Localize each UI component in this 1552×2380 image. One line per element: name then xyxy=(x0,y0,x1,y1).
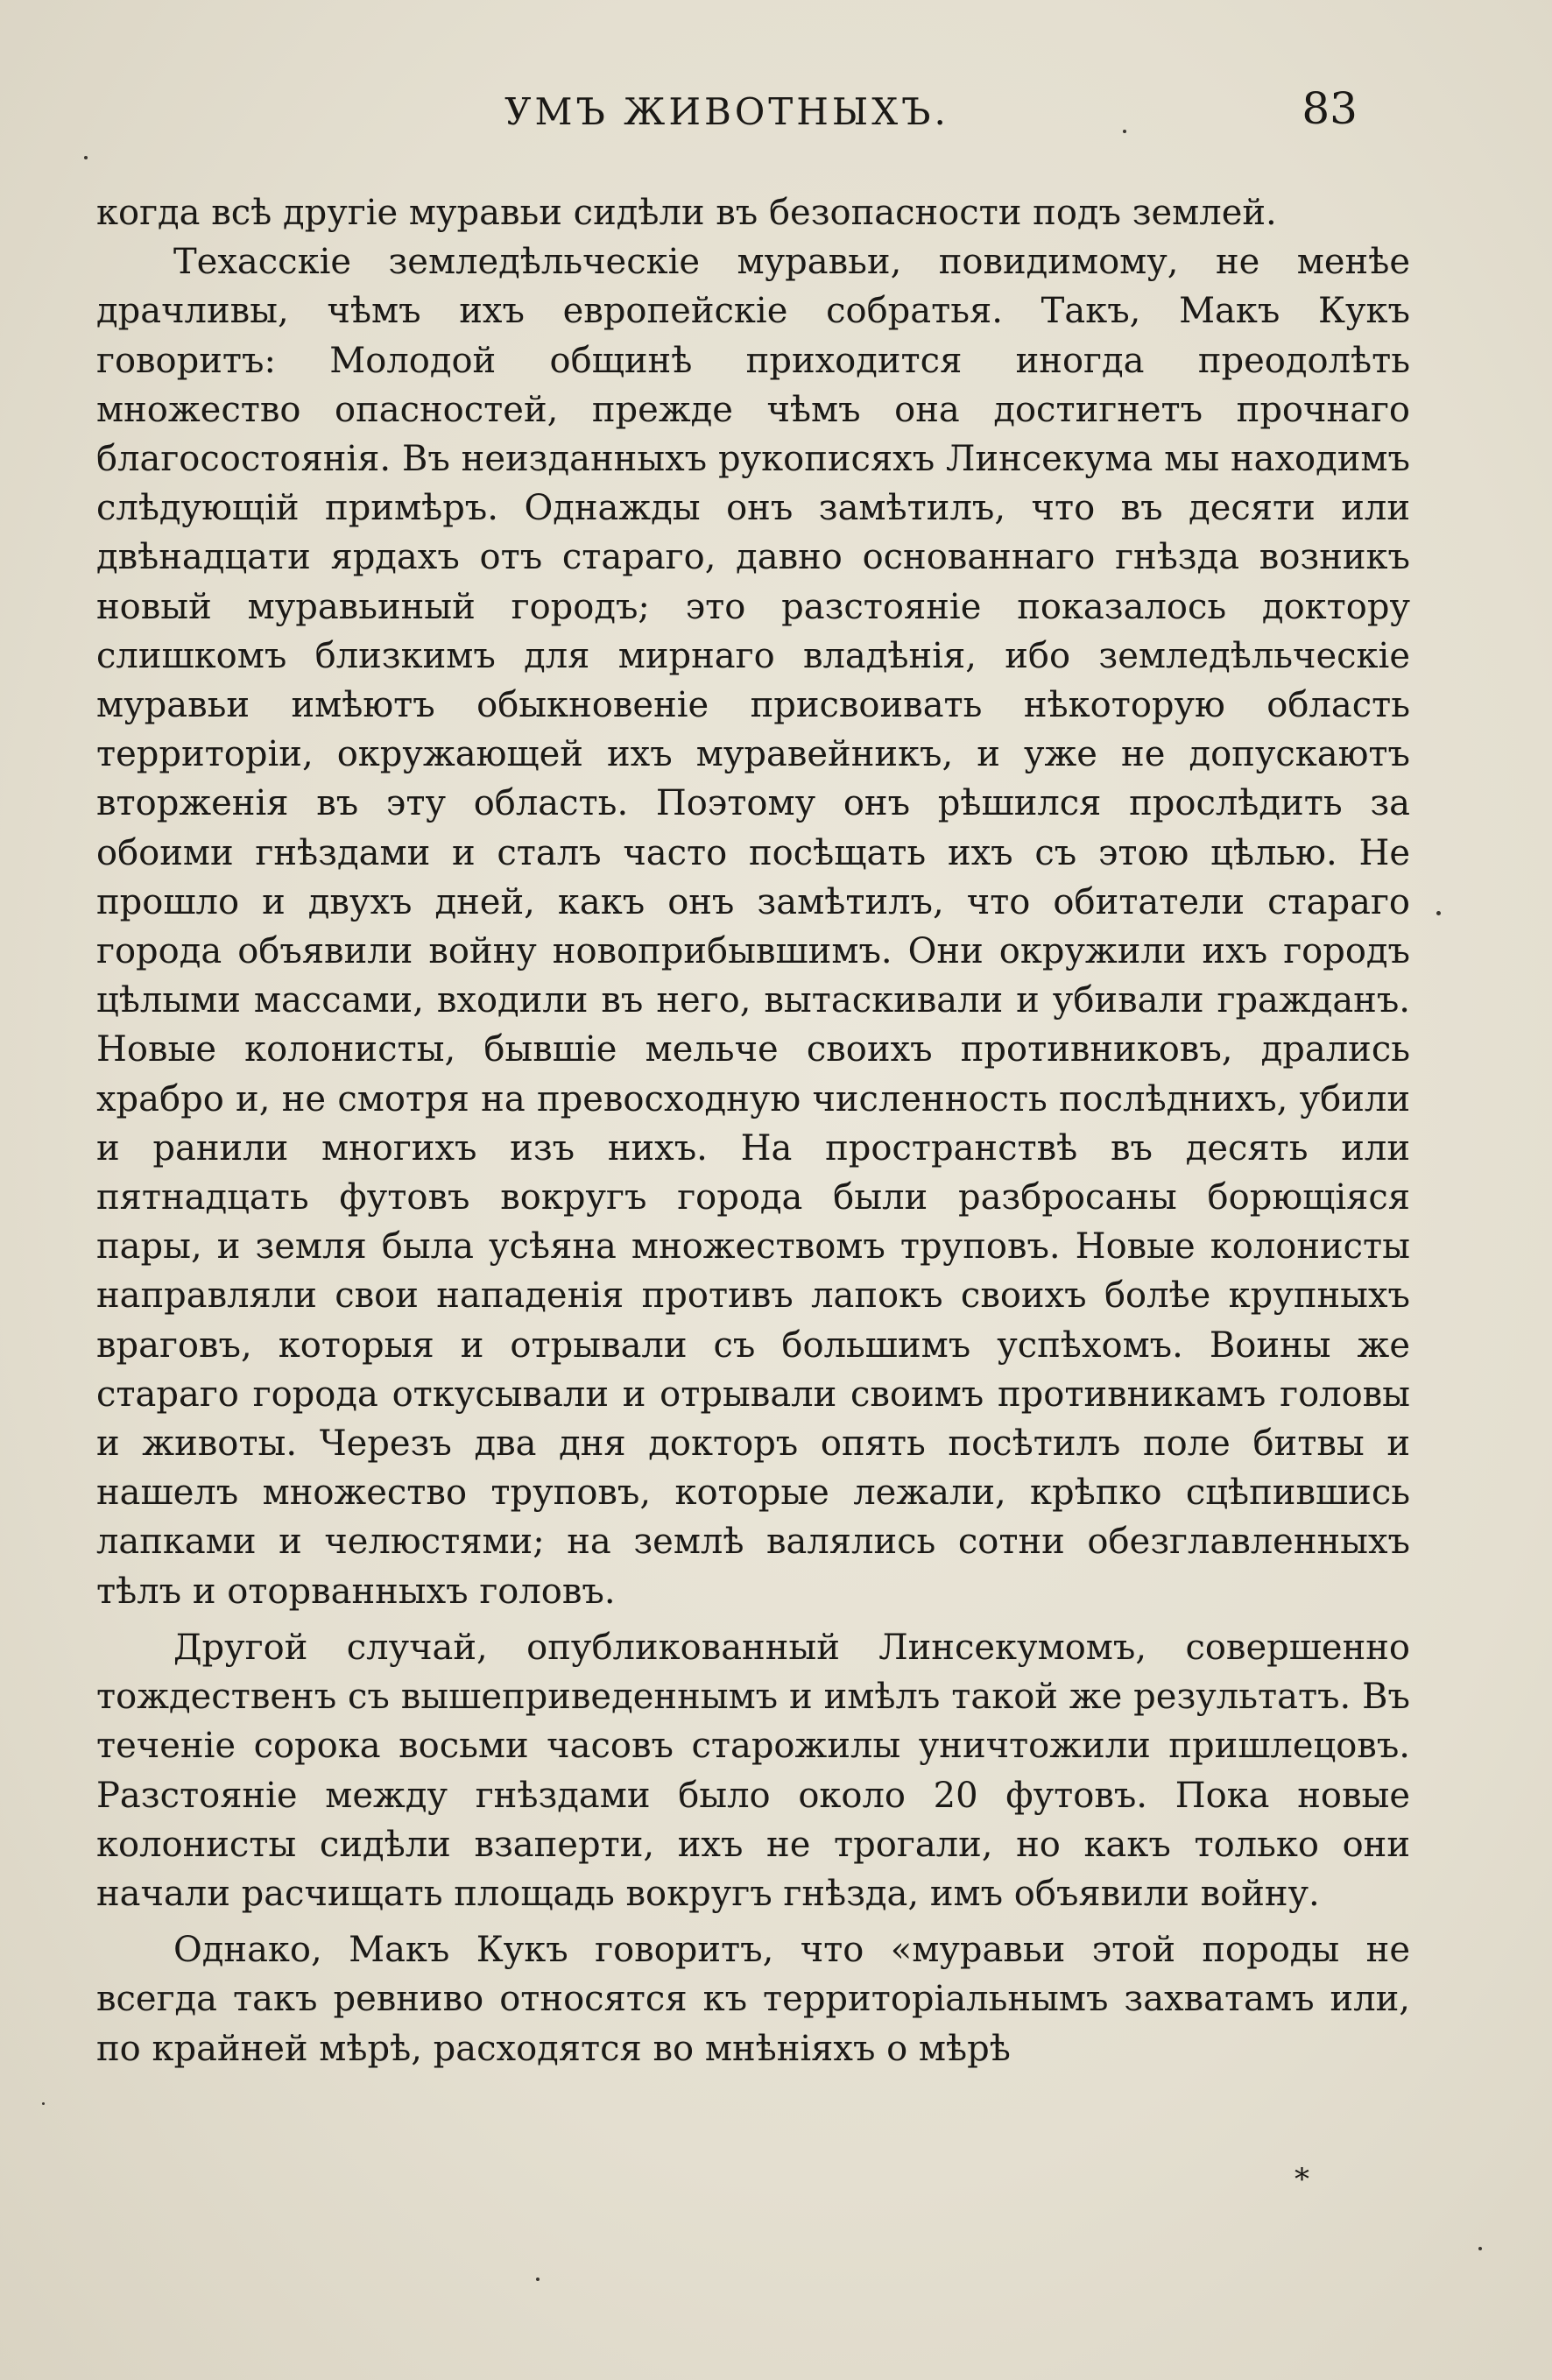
paper-speck xyxy=(1436,911,1441,915)
paragraph-mccook-quote: Однако, Макъ Кукъ говоритъ, что «муравьи этой породы не всегда такъ ревниво относятся къ территоріальнымъ захватамъ или, по крайней мѣрѣ, расходятся во мнѣніяхъ о мѣрѣ xyxy=(96,1930,1410,2069)
paragraph-texas-ants: Техасскіе земледѣльческіе муравьи, повидимому, не менѣе драчливы, чѣмъ ихъ европейскіе собратья. Такъ, Макъ Кукъ говоритъ: Молодой общинѣ приходится иногда преодолѣть множество опасностей, прежде чѣмъ она достигнетъ прочнаго благосостоянія. Въ неизданныхъ рукописяхъ Линсекума мы находимъ слѣдующій примѣръ. Однажды онъ замѣтилъ, что въ десяти или двѣнадцати ярдахъ отъ стараго, давно основаннаго гнѣзда возникъ новый муравьиный городъ; это разстояніе показалось доктору слишкомъ близкимъ для мирнаго владѣнія, ибо земледѣльческіе муравьи имѣютъ обыкновеніе присвоивать нѣкоторую область территоріи, окружающей ихъ муравейникъ, и уже не допускаютъ вторженія въ эту область. Поэтому онъ рѣшился прослѣдить за обоими гнѣздами и сталъ часто посѣщать ихъ съ этою цѣлью. Не прошло и двухъ дней, какъ онъ замѣтилъ, что обитатели стараго города объявили войну новоприбывшимъ. Они окружили ихъ городъ цѣлыми массами, входили въ него, вытаскивали и убивали гражданъ. Новые колонисты, бывшіе мельче своихъ противниковъ, дрались храбро и, не смотря на превосходную численность послѣднихъ, убили и ранили многихъ изъ нихъ. На пространствѣ въ десять или пятнадцать футовъ вокругъ города были разбросаны борющіяся пары, и земля была усѣяна множествомъ труповъ. Новые колонисты направляли свои нападенія противъ лапокъ своихъ болѣе крупныхъ враговъ, которыя и отрывали съ большимъ успѣхомъ. Воины же стараго города откусывали и отрывали своимъ противникамъ головы и животы. Черезъ два дня докторъ опять посѣтилъ поле битвы и нашелъ множество труповъ, которые лежали, крѣпко сцѣпившись лапками и челюстями; на землѣ валялись сотни обезглавленныхъ тѣлъ и оторванныхъ головъ. xyxy=(96,242,1410,1612)
paper-speck xyxy=(1123,130,1126,133)
paper-speck xyxy=(84,156,88,159)
paper-speck xyxy=(42,2102,45,2105)
body-text xyxy=(96,188,1410,2073)
paper-speck xyxy=(1478,2247,1482,2250)
paper-speck xyxy=(536,2278,540,2281)
paragraph-another-case: Другой случай, опубликованный Линсекумомъ, совершенно тождественъ съ вышеприведеннымъ и имѣлъ такой же результатъ. Въ теченіе сорока восьми часовъ старожилы уничтожили пришлецовъ. Разстояніе между гнѣздами было около 20 футовъ. Пока новые колонисты сидѣли взаперти, ихъ не трогали, но какъ только они начали расчищать площадь вокругъ гнѣзда, имъ объявили войну. xyxy=(96,1627,1410,1914)
page-header xyxy=(96,83,1358,145)
running-title: УМЪ ЖИВОТНЫХЪ. xyxy=(504,90,949,133)
signature-mark: * xyxy=(1295,2162,1309,2197)
paragraph-continuation: когда всѣ другіе муравьи сидѣли въ безопасности подъ землей. xyxy=(96,193,1277,233)
page-number: 83 xyxy=(1302,83,1358,134)
